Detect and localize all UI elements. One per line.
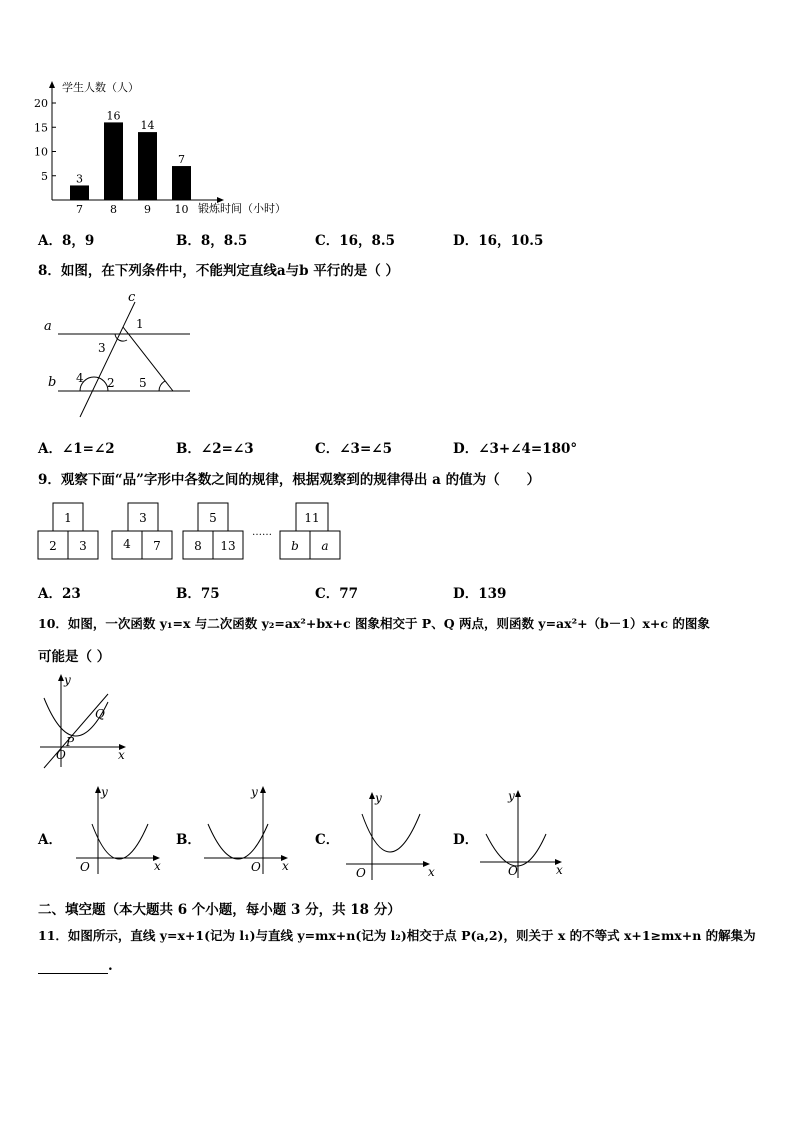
q10-option-b[interactable]: B．	[176, 832, 201, 848]
q9-figure	[36, 502, 356, 564]
line-c	[80, 302, 135, 417]
ellipsis: ……	[252, 527, 272, 538]
label-x: x	[118, 748, 125, 762]
bar	[138, 132, 157, 200]
angle-5-arc	[159, 381, 165, 391]
group4-right: a	[321, 539, 329, 553]
label-o: O	[508, 864, 518, 878]
y-tick-group	[34, 97, 56, 183]
angle-4-arc	[80, 377, 108, 391]
q10-option-a-graph[interactable]	[72, 784, 172, 879]
q7-option-d[interactable]: D．16，10.5	[453, 233, 544, 249]
group4-left: b	[291, 539, 299, 553]
label-angle-2: 2	[107, 376, 115, 390]
group2-top: 3	[139, 511, 147, 525]
bar	[70, 185, 89, 200]
pin-group-2	[112, 503, 172, 559]
q10-main-figure	[36, 672, 136, 772]
q8-option-c[interactable]: C．∠3=∠5	[315, 441, 392, 457]
label-o: O	[251, 860, 261, 874]
q8-option-d[interactable]: D．∠3+∠4=180°	[453, 441, 578, 457]
q7-option-b[interactable]: B．8，8.5	[176, 233, 248, 249]
label-x: x	[428, 865, 435, 879]
q10-option-c-graph[interactable]	[342, 790, 442, 885]
q9-option-c[interactable]: C．77	[315, 586, 359, 602]
label-y: y	[375, 791, 382, 805]
q7-option-a[interactable]: A．8，9	[38, 233, 95, 249]
chart-xlabel: 锻炼时间（小时）	[198, 202, 286, 215]
bar-chart	[30, 75, 320, 220]
label-angle-3: 3	[98, 341, 106, 355]
group3-right: 13	[220, 539, 236, 553]
label-y: y	[508, 789, 515, 803]
y-tick-label: 5	[41, 169, 48, 183]
group4-top: 11	[304, 511, 320, 525]
label-b: b	[48, 375, 57, 390]
label-y: y	[101, 785, 108, 799]
x-tick-label: 10	[174, 203, 189, 216]
q11-tail: .	[108, 958, 113, 974]
group2-right: 7	[153, 539, 161, 553]
parabola	[486, 834, 546, 866]
label-y: y	[64, 673, 71, 687]
y-axis-arrow	[49, 81, 55, 88]
label-angle-5: 5	[139, 376, 147, 390]
q9-option-a[interactable]: A．23	[38, 586, 81, 602]
q9-option-d[interactable]: D．139	[453, 586, 507, 602]
bar-value-label: 7	[178, 153, 185, 167]
label-q: Q	[95, 707, 105, 721]
q7-option-c[interactable]: C．16，8.5	[315, 233, 396, 249]
q10-option-d-graph[interactable]	[476, 788, 576, 883]
bar-value-label: 16	[106, 109, 121, 123]
y-tick-label: 20	[34, 97, 48, 110]
parabola	[92, 824, 148, 859]
pin-group-4	[280, 503, 340, 559]
q8-option-a[interactable]: A．∠1=∠2	[38, 441, 115, 457]
parabola	[208, 824, 268, 859]
y-tick-label: 15	[34, 121, 48, 135]
label-x: x	[154, 859, 161, 873]
x-tick-label: 9	[144, 203, 151, 216]
bar	[104, 122, 123, 200]
q9-stem: 9．观察下面“品”字形中各数之间的规律，根据观察到的规律得出 a 的值为（ ）	[38, 472, 541, 488]
q11-stem	[38, 926, 756, 944]
bar-value-label: 14	[140, 119, 155, 133]
q8-option-b[interactable]: B．∠2=∠3	[176, 441, 254, 457]
group2-left: 4	[123, 537, 131, 551]
group1-left: 2	[49, 539, 57, 553]
label-x: x	[282, 859, 289, 873]
q10-option-d[interactable]: D．	[453, 832, 479, 848]
bar	[172, 166, 191, 200]
group3-top: 5	[209, 511, 217, 525]
q10-stem-line2: 可能是（ ）	[38, 649, 111, 665]
label-o: O	[356, 866, 366, 880]
parabola	[362, 814, 420, 852]
chart-ylabel: 学生人数（人）	[62, 81, 139, 94]
x-tick-label: 8	[110, 203, 117, 216]
group3-left: 8	[194, 539, 202, 553]
label-angle-1: 1	[136, 317, 144, 331]
label-y: y	[251, 785, 258, 799]
y-tick-label: 10	[34, 145, 48, 159]
q10-stem-line1: 10．如图，一次函数 y₁=x 与二次函数 y₂=ax²+bx+c 图象相交于 P、Q 两点，则函数 y=ax²+（b－1）x+c 的图象	[38, 616, 710, 631]
pin-group-1	[38, 503, 98, 559]
q9-option-b[interactable]: B．75	[176, 586, 220, 602]
pin-group-3	[183, 503, 243, 559]
q11-answer-line	[38, 958, 113, 974]
label-p: P	[66, 735, 75, 749]
transversal-2	[123, 327, 173, 391]
label-o: O	[80, 860, 90, 874]
bar-value-label: 3	[76, 172, 83, 186]
section-2-title: 二、填空题（本大题共 6 个小题，每小题 3 分，共 18 分）	[38, 902, 401, 918]
q10-option-c[interactable]: C．	[315, 832, 340, 848]
label-o: O	[56, 748, 66, 762]
q8-figure	[40, 290, 200, 420]
label-c: c	[128, 290, 136, 305]
line-y1	[44, 694, 108, 768]
label-a: a	[44, 319, 52, 334]
q11-stem-text: 11．如图所示，直线 y=x+1(记为 l₁)与直线 y=mx+n(记为 l₂)相交于点 P(a,2)，则关于 x 的不等式 x+1≥mx+n 的解集为	[38, 928, 756, 943]
label-angle-4: 4	[76, 371, 84, 385]
q11-blank[interactable]	[38, 961, 108, 974]
q10-option-a[interactable]: A．	[38, 832, 62, 848]
group1-top: 1	[64, 511, 72, 525]
group1-right: 3	[79, 539, 87, 553]
q10-option-b-graph[interactable]	[200, 784, 300, 879]
q8-stem: 8．如图，在下列条件中，不能判定直线a与b 平行的是（ ）	[38, 263, 399, 279]
label-x: x	[556, 863, 563, 877]
x-tick-label: 7	[76, 203, 83, 216]
